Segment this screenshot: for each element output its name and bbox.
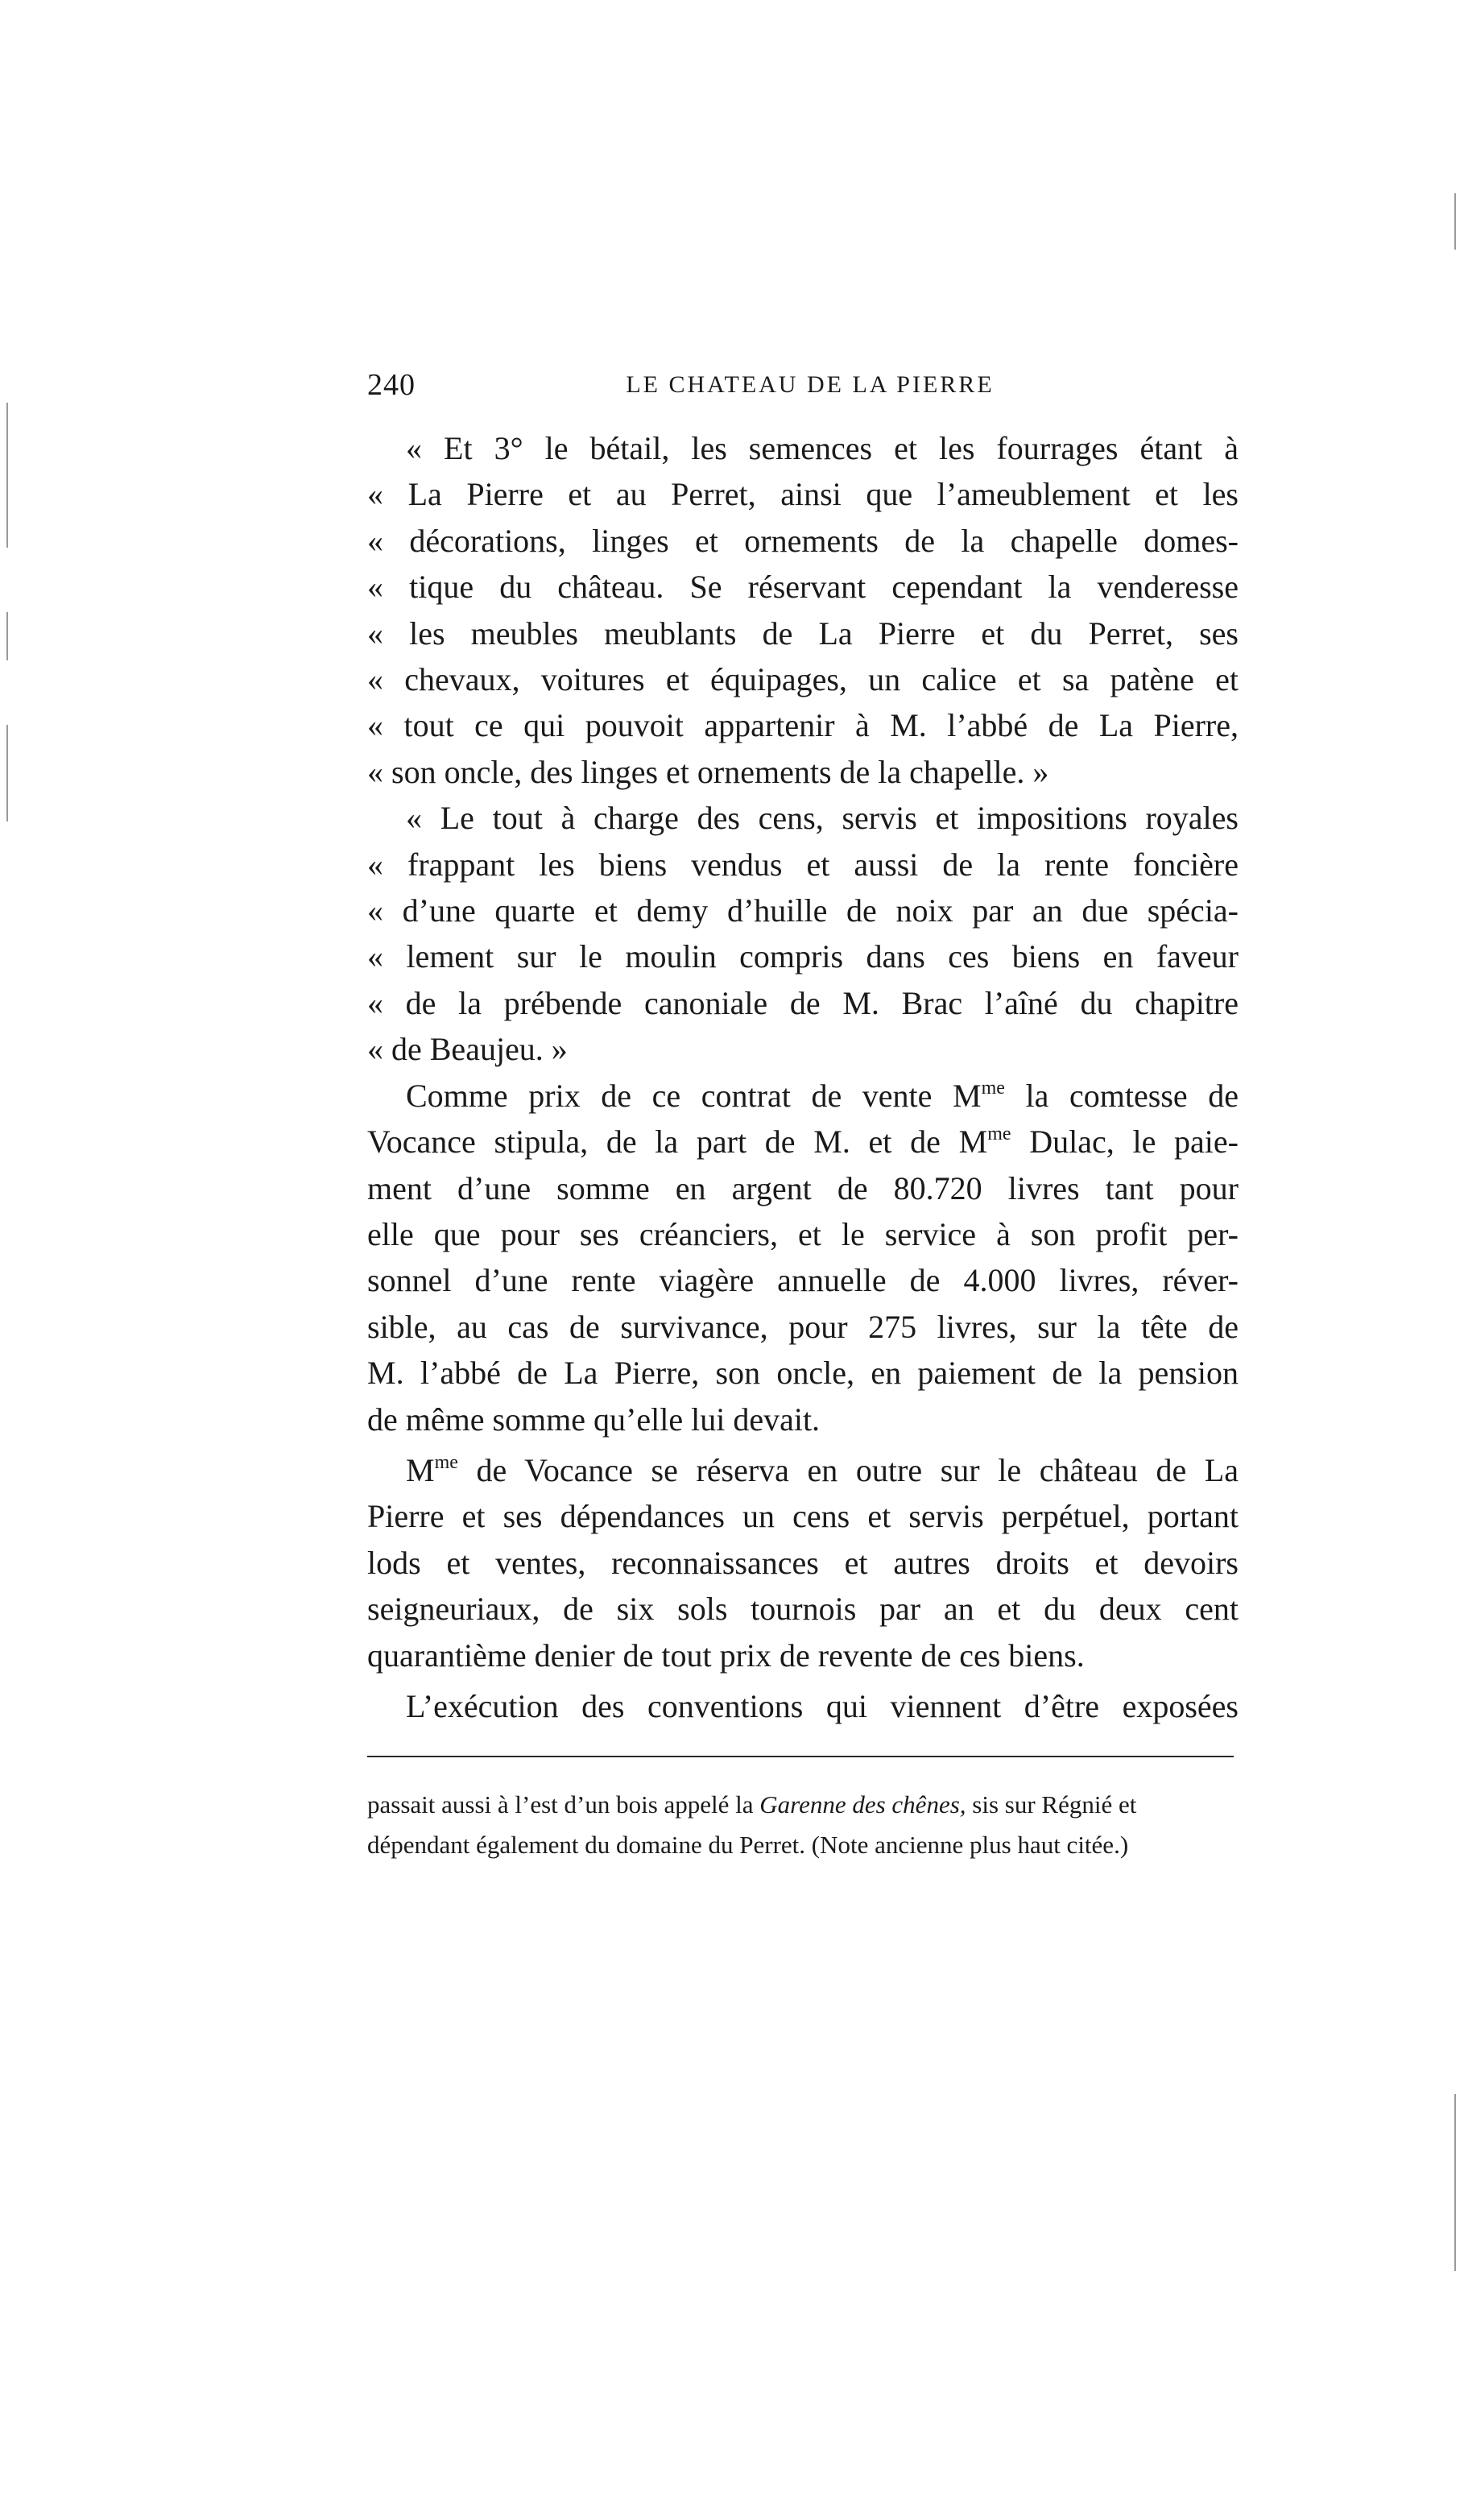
text-line: sible, au cas de survivance, pour 275 livres, sur la tête de (367, 1308, 1239, 1345)
text-line: « frappant les biens vendus et aussi de la rente foncière (367, 846, 1239, 883)
scan-edge-mark (6, 725, 8, 821)
footnote-text: passait aussi à l’est d’un bois appelé la (367, 1790, 754, 1819)
text-line: « de Beaujeu. » (367, 1031, 568, 1068)
footnote (367, 1785, 1234, 1865)
scan-edge-mark (6, 403, 8, 548)
running-title: LE CHATEAU DE LA PIERRE (626, 371, 995, 398)
text-line: « chevaux, voitures et équipages, un calice et sa patène et (367, 661, 1239, 698)
text-segment: Comme prix de ce contrat de vente M (406, 1077, 982, 1114)
text-line: « d’une quarte et demy d’huille de noix par an due spécia- (367, 892, 1239, 929)
body-text (367, 425, 1239, 1729)
footnote-italic: Garenne des chênes, (759, 1790, 966, 1819)
text-line: « La Pierre et au Perret, ainsi que l’ameublement et les (367, 476, 1239, 513)
text-line: « de la prébende canoniale de M. Brac l’aîné du chapitre (367, 984, 1239, 1021)
scan-edge-mark (1454, 2094, 1456, 2271)
superscript: me (981, 1077, 1005, 1099)
text-line: M. l’abbé de La Pierre, son oncle, en paiement de la pension (367, 1355, 1239, 1392)
text-line: « décorations, linges et ornements de la chapelle domes- (367, 522, 1239, 559)
text-line: « lement sur le moulin compris dans ces biens en faveur (367, 938, 1239, 975)
text-line: Pierre et ses dépendances un cens et servis perpétuel, portant (367, 1498, 1239, 1535)
footnote-rule (367, 1756, 1234, 1757)
text-line: seigneuriaux, de six sols tournois par an et du deux cent (367, 1591, 1239, 1628)
text-line (367, 1119, 1239, 1165)
text-line: sonnel d’une rente viagère annuelle de 4.000 livres, réver- (367, 1262, 1239, 1299)
text-line: elle que pour ses créanciers, et le service à son profit per- (367, 1215, 1239, 1252)
page-number: 240 (367, 368, 416, 402)
text-line (367, 1447, 1239, 1493)
text-line: « Le tout à charge des cens, servis et impositions royales (406, 800, 1239, 837)
text-line: « son oncle, des linges et ornements de la chapelle. » (367, 753, 1049, 790)
text-segment: la comtesse de (1025, 1077, 1239, 1114)
text-line: « tout ce qui pouvoit appartenir à M. l’abbé de La Pierre, (367, 707, 1239, 744)
footnote-text: sis sur Régnié et dépendant également du domaine du Perret. (Note ancienne plus haut citée.) (367, 1790, 1137, 1859)
text-line: lods et ventes, reconnaissances et autres droits et devoirs (367, 1544, 1239, 1581)
text-line: « Et 3° le bétail, les semences et les fourrages étant à (406, 430, 1239, 466)
text-line: « les meubles meublants de La Pierre et du Perret, ses (367, 614, 1239, 652)
text-line: L’exécution des conventions qui viennent d’être exposées (406, 1687, 1239, 1724)
scan-edge-mark (1454, 193, 1456, 250)
text-line: ment d’une somme en argent de 80.720 livres tant pour (367, 1169, 1239, 1206)
page-header (367, 361, 1237, 409)
text-segment: Vocance stipula, de la part de M. et de M (367, 1123, 988, 1161)
superscript: me (987, 1123, 1011, 1145)
scan-edge-mark (6, 612, 8, 660)
text-line (367, 1073, 1239, 1119)
text-line: quarantième denier de tout prix de revente de ces biens. (367, 1637, 1085, 1674)
superscript: me (434, 1451, 458, 1473)
text-segment: Dulac, le paie- (1029, 1123, 1239, 1161)
text-segment: M (406, 1451, 435, 1488)
text-line: de même somme qu’elle lui devait. (367, 1401, 821, 1438)
text-segment: de Vocance se réserva en outre sur le château de La (476, 1451, 1239, 1488)
text-line: « tique du château. Se réservant cependant la venderesse (367, 569, 1239, 606)
